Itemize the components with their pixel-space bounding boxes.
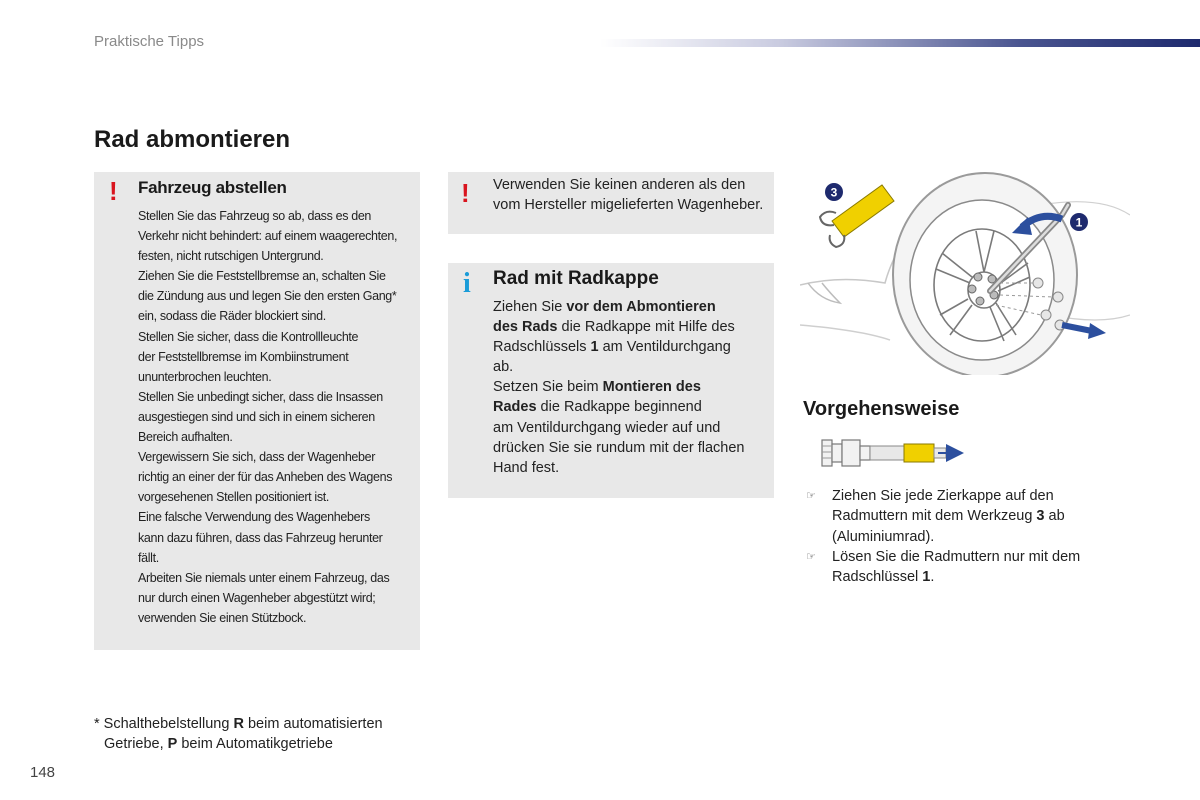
text-line: Arbeiten Sie niemals unter einem Fahrzeug, das xyxy=(138,570,390,585)
text-bold: Montieren des xyxy=(602,379,701,396)
text-line: fällt. xyxy=(138,550,159,565)
procedure-steps xyxy=(806,486,1126,587)
page-title: Rad abmontieren xyxy=(94,126,291,153)
text-line: die Zündung aus und legen Sie den ersten Gang* xyxy=(138,289,397,304)
box-title: Rad mit Radkappe xyxy=(493,268,659,289)
text: Radschlüssel xyxy=(832,569,923,586)
wheel-removal-illustration xyxy=(800,165,1130,375)
text-line: verwenden Sie einen Stützbock. xyxy=(138,610,307,625)
text-bold: 1 xyxy=(590,339,599,356)
hand-pointer-icon: ☞ xyxy=(806,490,816,502)
callout-3: 3 xyxy=(830,185,838,200)
text: die Radkappe mit Hilfe des xyxy=(557,319,735,336)
section-title-procedure: Vorgehensweise xyxy=(803,398,960,420)
text-line: richtig an einer der für das Anheben des Wagens xyxy=(138,470,393,485)
text-line: Verkehr nicht behindert: auf einem waagerechten, xyxy=(138,229,398,244)
text-bold: R xyxy=(233,716,244,732)
box-body xyxy=(138,206,418,628)
text-line: Stellen Sie das Fahrzeug so ab, dass es den xyxy=(138,209,372,223)
text: Lösen Sie die Radmuttern nur mit dem xyxy=(832,548,1081,565)
text: am Ventildurchgang xyxy=(598,339,731,356)
warning-box-park-vehicle xyxy=(94,172,420,650)
text: Ziehen Sie xyxy=(493,299,567,315)
hand-pointer-icon: ☞ xyxy=(806,550,816,563)
text: ab xyxy=(1044,508,1065,525)
text-line: vorgesehenen Stellen positioniert ist. xyxy=(138,490,329,505)
text: ab. xyxy=(493,359,514,376)
text: die Radkappe beginnend xyxy=(536,399,702,416)
info-icon: i xyxy=(463,268,471,299)
box-title: Fahrzeug abstellen xyxy=(138,178,287,197)
text: am Ventildurchgang wieder auf und xyxy=(493,419,721,436)
text-line: vom Hersteller migelieferten Wagenheber. xyxy=(493,197,764,214)
text: beim Automatikgetriebe xyxy=(177,736,333,753)
warning-box-jack xyxy=(448,172,774,234)
text-line: Eine falsche Verwendung des Wagenhebers xyxy=(138,510,370,525)
text-bold: P xyxy=(167,736,178,753)
text: * Schalthebelstellung xyxy=(94,716,234,732)
text: Getriebe, xyxy=(104,736,168,753)
text: . xyxy=(930,569,935,586)
text: (Aluminiumrad). xyxy=(832,528,935,545)
text-line: Verwenden Sie keinen anderen als den xyxy=(493,177,746,193)
text: drücken Sie sie rundum mit der flachen xyxy=(493,439,745,456)
text: Setzen Sie beim xyxy=(493,379,603,396)
text-bold: 1 xyxy=(922,569,931,586)
text-bold: Rades xyxy=(493,399,537,416)
page-number: 148 xyxy=(30,764,56,781)
text-line: Vergewissern Sie sich, dass der Wagenheber xyxy=(138,450,376,465)
text: beim automatisierten xyxy=(243,716,383,732)
text-line: Stellen Sie sicher, dass die Kontrollleuchte xyxy=(138,329,359,344)
text: Ziehen Sie jede Zierkappe auf den xyxy=(832,488,1054,504)
text-bold: des Rads xyxy=(493,319,558,336)
text-line: ununterbrochen leuchten. xyxy=(138,369,272,384)
text-line: ein, sodass die Räder blockiert sind. xyxy=(138,309,326,324)
callout-1: 1 xyxy=(1075,215,1083,230)
text-line: festen, nicht rutschigen Untergrund. xyxy=(138,249,324,264)
footnote xyxy=(94,714,424,755)
text-line: der Feststellbremse im Kombiinstrument xyxy=(138,349,349,364)
text-bold: vor dem Abmontieren xyxy=(566,299,716,315)
text: Hand fest. xyxy=(493,459,560,476)
info-box-hubcap xyxy=(448,263,774,498)
box-body xyxy=(493,297,771,478)
text-line: Stellen Sie unbedingt sicher, dass die Insassen xyxy=(138,389,383,404)
text-line: Ziehen Sie die Feststellbremse an, schalten Sie xyxy=(138,269,386,284)
header-gradient-bar xyxy=(600,39,1200,47)
box-body xyxy=(493,175,768,215)
text: Radmuttern mit dem Werkzeug xyxy=(832,508,1037,525)
exclamation-icon: ! xyxy=(461,178,470,208)
text-line: Bereich aufhalten. xyxy=(138,430,233,445)
section-header: Praktische Tipps xyxy=(94,33,205,50)
text-bold: 3 xyxy=(1036,508,1045,525)
list-item xyxy=(806,547,1126,588)
text: Radschlüssels xyxy=(493,339,591,356)
list-item xyxy=(806,486,1126,547)
text-line: ausgestiegen sind und sich in einem sicheren xyxy=(138,409,375,424)
text-line: nur durch einen Wagenheber abgestützt wird; xyxy=(138,590,376,605)
text-line: kann dazu führen, dass das Fahrzeug herunter xyxy=(138,530,383,545)
hubcap-tool-illustration xyxy=(818,432,968,472)
exclamation-icon: ! xyxy=(109,176,118,206)
